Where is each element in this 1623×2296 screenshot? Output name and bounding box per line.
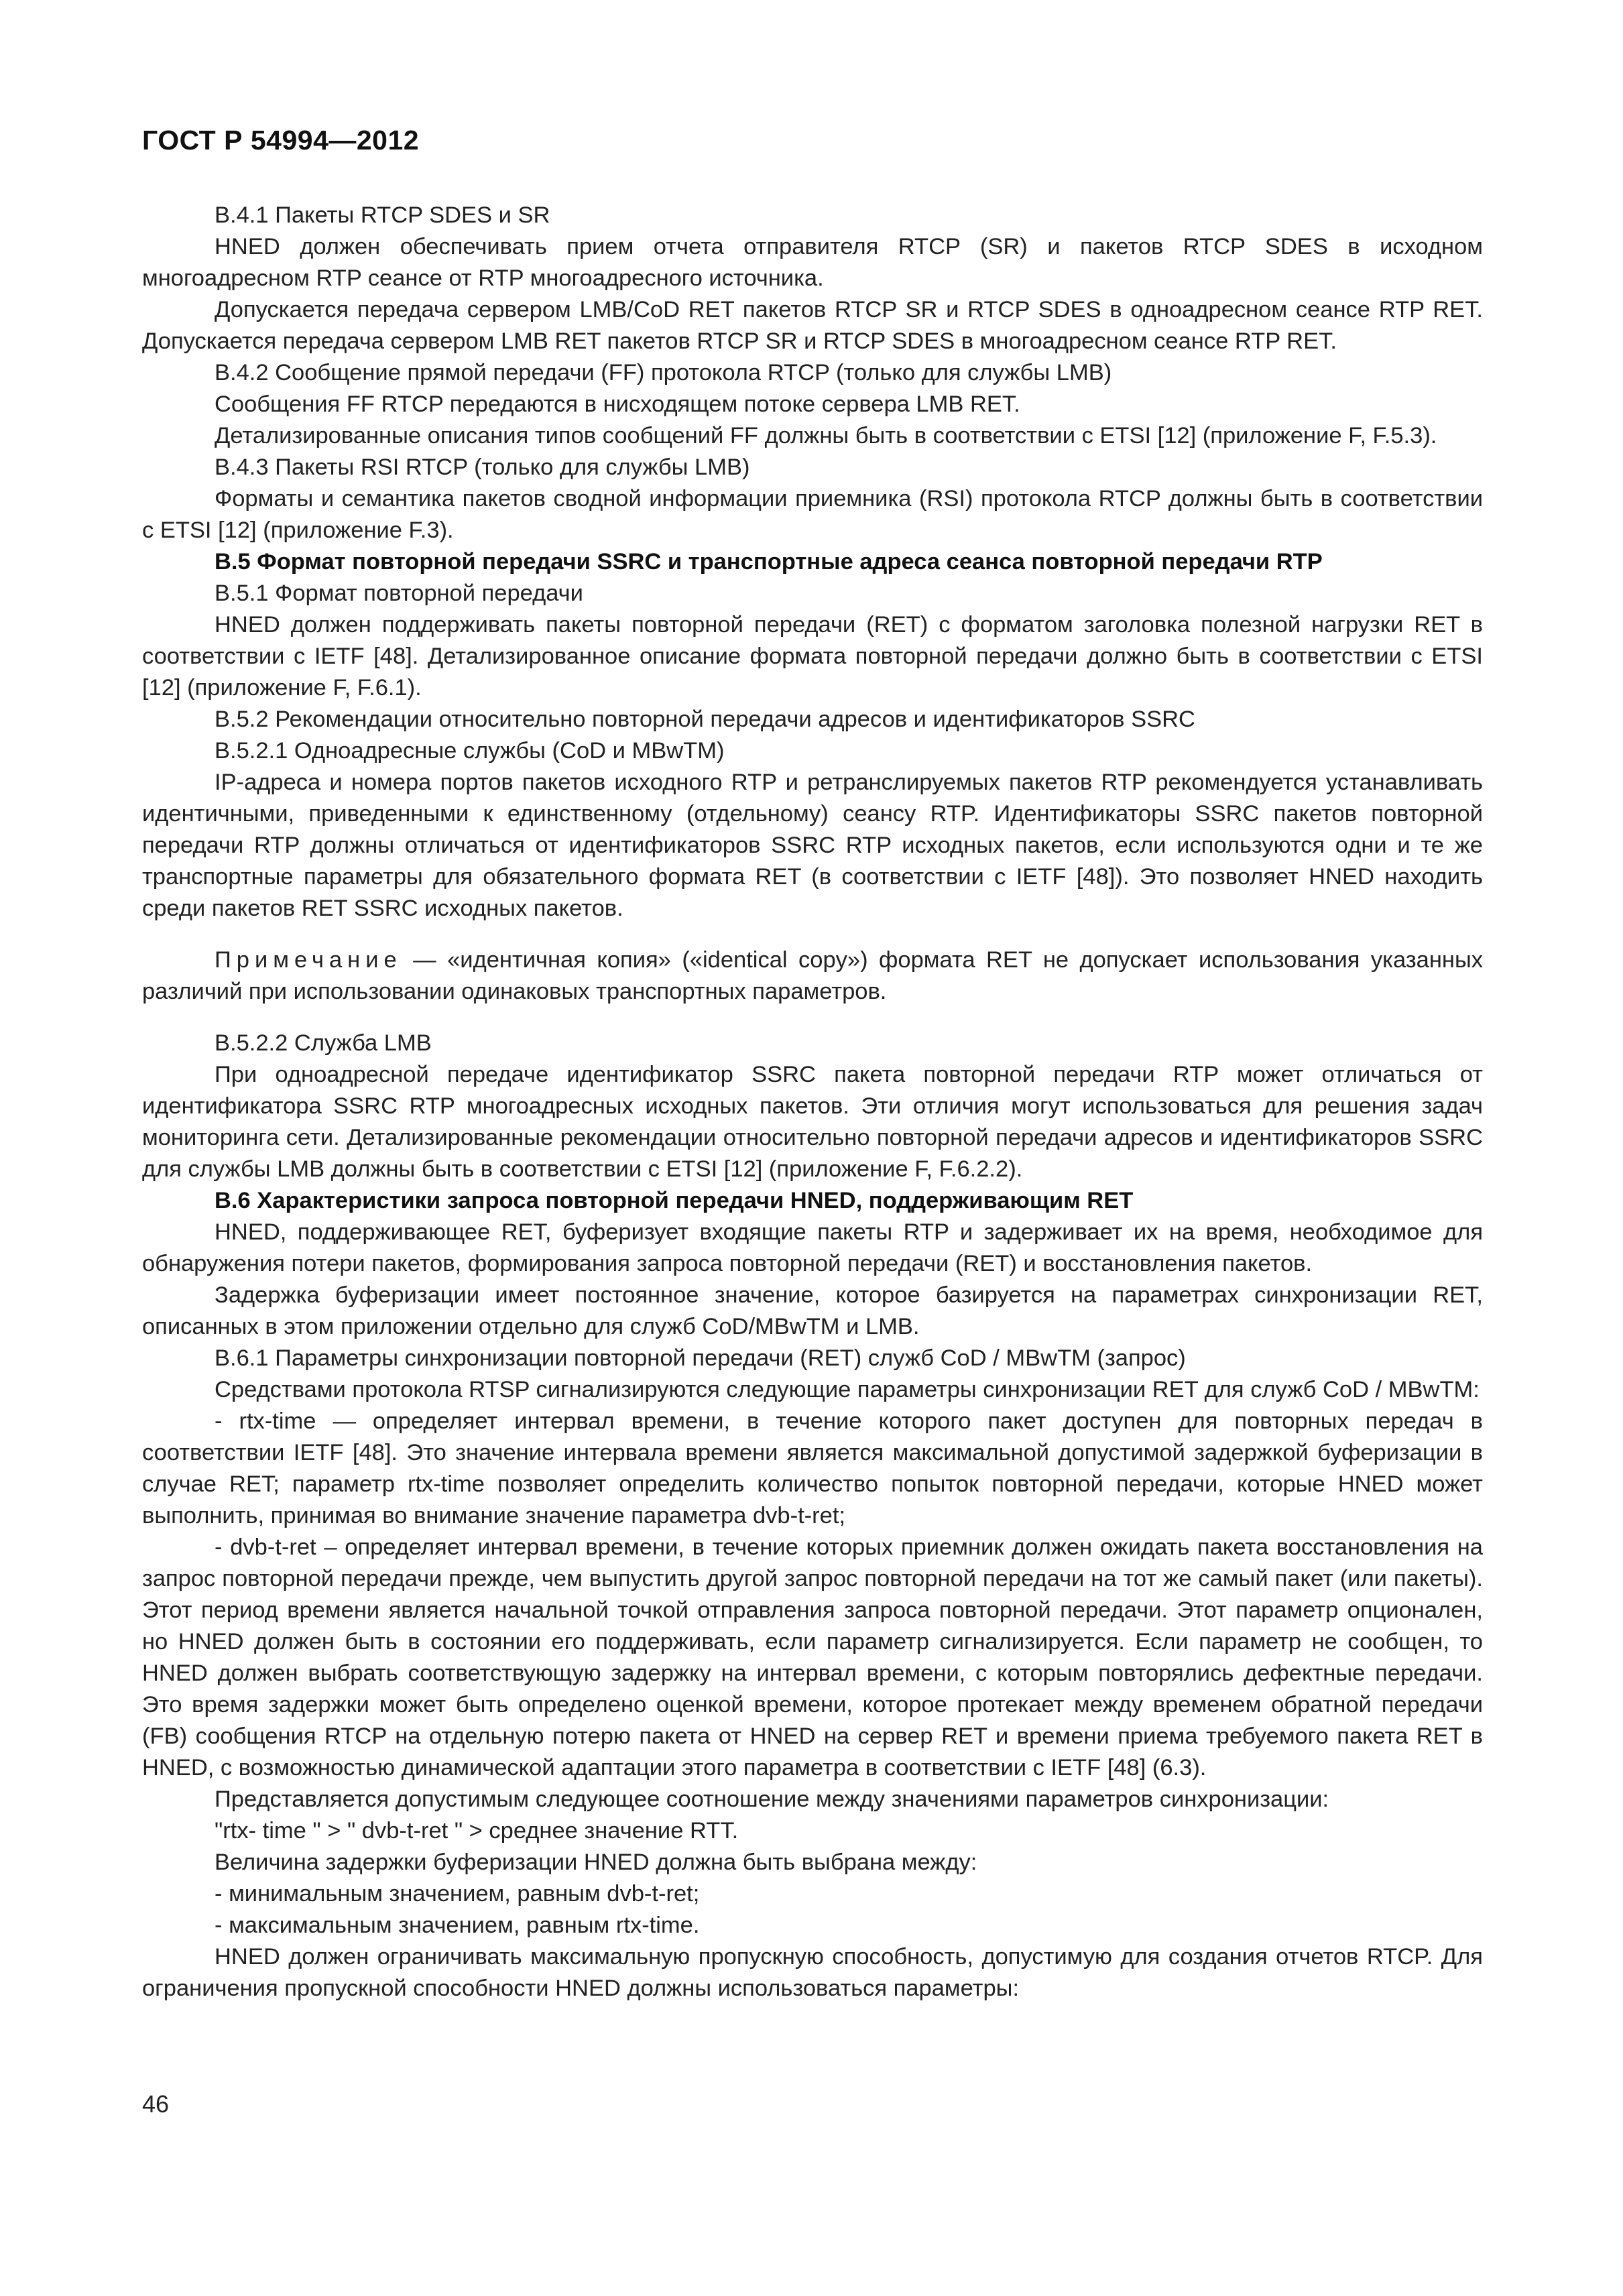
note-text: — «идентичная копия» («identical copy») формата RET не допускает использования указанных различий при использовании одинаковых транспортных параметров. bbox=[142, 947, 1483, 1004]
document-header: ГОСТ Р 54994—2012 bbox=[142, 125, 420, 156]
page-body bbox=[142, 200, 1483, 2004]
body-paragraph: HNED должен обеспечивать прием отчета отправителя RTCP (SR) и пакетов RTCP SDES в исходном многоадресном RTP сеансе от RTP многоадресного источника. bbox=[142, 234, 1483, 291]
note-label: Примечание bbox=[215, 947, 402, 973]
list-item: - dvb-t-ret – определяет интервал времени, в течение которых приемник должен ожидать пакета восстановления на запрос повторной передачи прежде, чем выпустить другой запрос повторной передачи на тот же самый пакет (или пакеты). Этот период времени является начальной точкой отправления запроса повторной передачи. Этот параметр опционален, но HNED должен быть в состоянии его поддерживать, если параметр сигнализируется. Если параметр не сообщен, то HNED должен выбрать соответствующую задержку на интервал времени, с которым повторялись дефектные передачи. Это время задержки может быть определено оценкой времени, которое протекает между временем обратной передачи (FB) сообщения RTCP на отдельную потерю пакета от HNED на сервер RET и времени приема требуемого пакета RET в HNED, с возможностью динамической адаптации этого параметра в соответствии с IETF [48] (6.3). bbox=[142, 1534, 1483, 1780]
body-paragraph: Сообщения FF RTCP передаются в нисходящем потоке сервера LMB RET. bbox=[215, 391, 1020, 417]
formula-line: "rtx- time " > " dvb-t-ret " > среднее значение RTT. bbox=[215, 1818, 739, 1844]
body-paragraph: Представляется допустимым следующее соотношение между значениями параметров синхронизации: bbox=[215, 1787, 1329, 1812]
body-paragraph: Форматы и семантика пакетов сводной информации приемника (RSI) протокола RTCP должны быть в соответствии с ETSI [12] (приложение F.3). bbox=[142, 486, 1483, 543]
body-paragraph: Допускается передача сервером LMB/CoD RET пакетов RTCP SR и RTCP SDES в одноадресном сеансе RTP RET. Допускается передача сервером LMB RET пакетов RTCP SR и RTCP SDES в многоадресном сеансе RTP RET. bbox=[142, 297, 1483, 354]
note-paragraph bbox=[142, 945, 1483, 1008]
list-item: - минимальным значением, равным dvb-t-ret; bbox=[215, 1881, 700, 1907]
subsection-heading: В.4.1 Пакеты RTCP SDES и SR bbox=[215, 202, 550, 228]
subsection-heading: В.4.3 Пакеты RSI RTCP (только для службы LMB) bbox=[215, 455, 750, 480]
subsection-heading: В.4.2 Сообщение прямой передачи (FF) протокола RTCP (только для службы LMB) bbox=[215, 360, 1112, 385]
body-paragraph: HNED должен ограничивать максимальную пропускную способность, допустимую для создания отчетов RTCP. Для ограничения пропускной способности HNED должны использоваться параметры: bbox=[142, 1944, 1483, 2001]
body-paragraph: Детализированные описания типов сообщений FF должны быть в соответствии с ETSI [12] (приложение F, F.5.3). bbox=[215, 423, 1437, 448]
section-heading: В.6 Характеристики запроса повторной передачи HNED, поддерживающим RET bbox=[215, 1188, 1134, 1213]
subsection-heading: В.5.2.1 Одноадресные службы (CoD и MBwTM) bbox=[215, 738, 725, 764]
body-paragraph: HNED, поддерживающее RET, буферизует входящие пакеты RTP и задерживает их на время, необходимое для обнаружения потери пакетов, формирования запроса повторной передачи (RET) и восстановления пакетов. bbox=[142, 1219, 1483, 1276]
list-item: - максимальным значением, равным rtx-time. bbox=[215, 1913, 700, 1938]
body-paragraph: IP-адреса и номера портов пакетов исходного RTP и ретранслируемых пакетов RTP рекомендуется устанавливать идентичными, приведенными к единственному (отдельному) сеансу RTP. Идентификаторы SSRC пакетов повторной передачи RTP должны отличаться от идентификаторов SSRC RTP исходных пакетов, если используются одни и те же транспортные параметры для обязательного формата RET (в соответствии с IETF [48]). Это позволяет HNED находить среди пакетов RET SSRC исходных пакетов. bbox=[142, 770, 1483, 921]
body-paragraph: При одноадресной передаче идентификатор SSRC пакета повторной передачи RTP может отличаться от идентификатора SSRC RTP многоадресных исходных пакетов. Эти отличия могут использоваться для решения задач мониторинга сети. Детализированные рекомендации относительно повторной передачи адресов и идентификаторов SSRC для службы LMB должны быть в соответствии с ETSI [12] (приложение F, F.6.2.2). bbox=[142, 1062, 1483, 1182]
subsection-heading: В.5.2 Рекомендации относительно повторной передачи адресов и идентификаторов SSRC bbox=[215, 707, 1195, 732]
page-number: 46 bbox=[142, 2090, 170, 2118]
subsection-heading: В.6.1 Параметры синхронизации повторной передачи (RET) служб CoD / MBwTM (запрос) bbox=[215, 1345, 1186, 1371]
list-item: - rtx-time — определяет интервал времени, в течение которого пакет доступен для повторных передач в соответствии IETF [48]. Это значение интервала времени является максимальной допустимой задержкой буферизации в случае RET; параметр rtx-time позволяет определить количество попыток повторной передачи, которые HNED может выполнить, принимая во внимание значение параметра dvb-t-ret; bbox=[142, 1408, 1483, 1528]
subsection-heading: В.5.1 Формат повторной передачи bbox=[215, 581, 583, 606]
subsection-heading: В.5.2.2 Служба LMB bbox=[215, 1030, 432, 1056]
body-paragraph: Задержка буферизации имеет постоянное значение, которое базируется на параметрах синхронизации RET, описанных в этом приложении отдельно для служб CoD/MBwTM и LMB. bbox=[142, 1282, 1483, 1339]
body-paragraph: HNED должен поддерживать пакеты повторной передачи (RET) с форматом заголовка полезной нагрузки RET в соответствии с IETF [48]. Детализированное описание формата повторной передачи должно быть в соответствии с ETSI [12] (приложение F, F.6.1). bbox=[142, 612, 1483, 701]
section-heading: В.5 Формат повторной передачи SSRC и транспортные адреса сеанса повторной передачи RTP bbox=[215, 549, 1323, 575]
body-paragraph: Величина задержки буферизации HNED должна быть выбрана между: bbox=[215, 1850, 977, 1875]
body-paragraph: Средствами протокола RTSP сигнализируются следующие параметры синхронизации RET для служб CoD / MBwTM: bbox=[215, 1377, 1480, 1402]
